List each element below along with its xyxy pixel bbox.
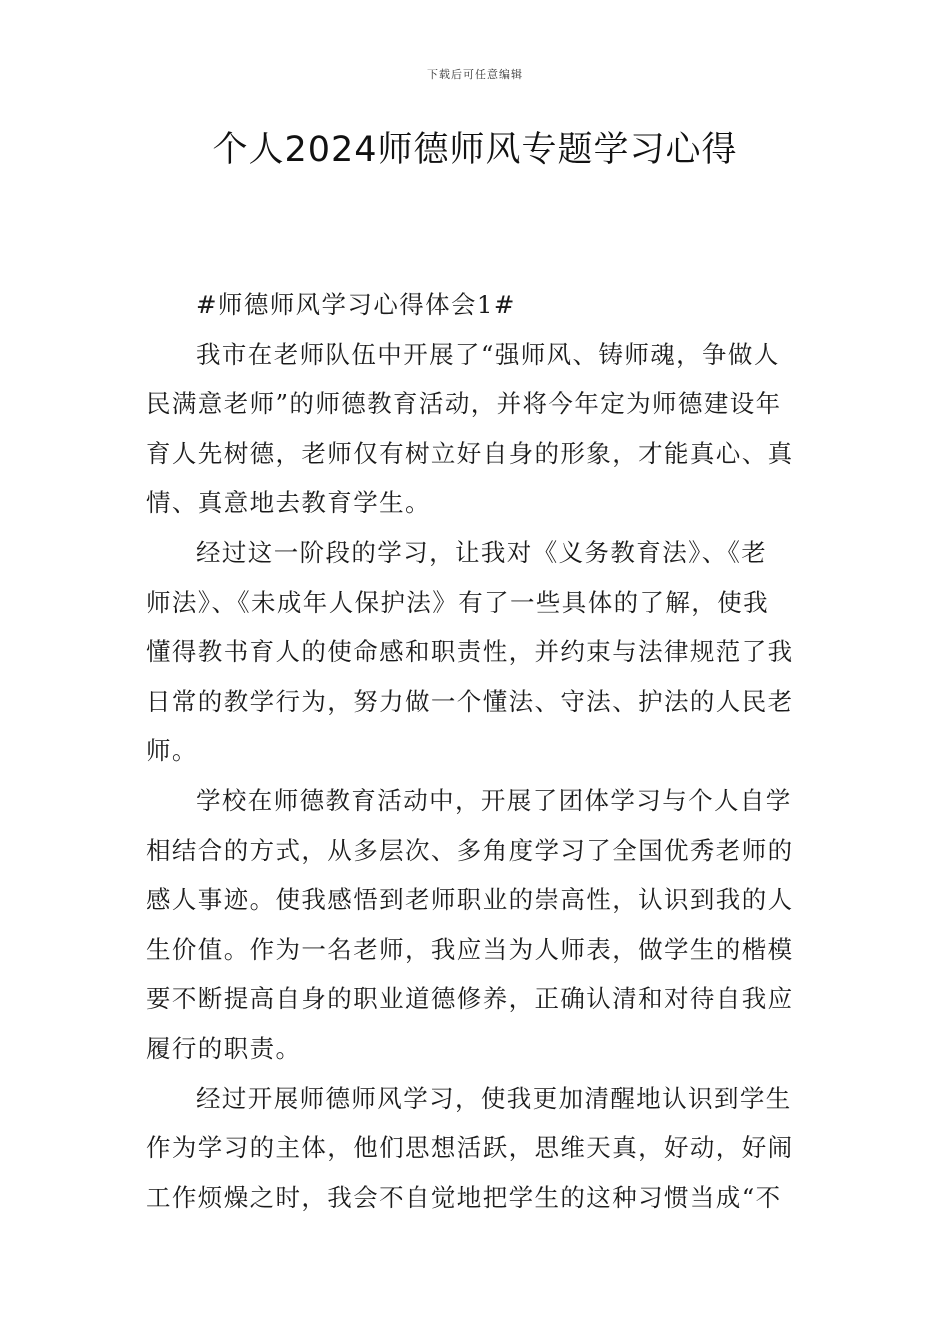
paragraph-line: 感人事迹。使我感悟到老师职业的崇高性，认识到我的人 [146,885,794,915]
paragraph-line: 日常的教学行为，努力做一个懂法、守法、护法的人民老 [146,686,794,716]
section-heading: #师德师风学习心得体会1# [196,290,516,319]
paragraph-line: 师。 [146,736,198,766]
paragraph-line: 情、真意地去教育学生。 [146,488,431,518]
paragraph-line: 生价值。作为一名老师，我应当为人师表，做学生的楷模 [146,934,794,964]
paragraph-line: 经过这一阶段的学习，让我对《义务教育法》、《老 [196,537,768,567]
page-title: 个人2024师德师风专题学习心得 [212,130,738,170]
paragraph-line: 我市在老师队伍中开展了“强师风、铸师魂，争做人 [196,339,780,369]
paragraph-line: 学校在师德教育活动中，开展了团体学习与个人自学 [196,785,792,815]
paragraph-line: 相结合的方式，从多层次、多角度学习了全国优秀老师的 [146,835,794,865]
paragraph-line: 作为学习的主体，他们思想活跃，思维天真，好动，好闹 [146,1133,794,1163]
paragraph-line: 工作烦燥之时，我会不自觉地把学生的这种习惯当成“不 [146,1182,782,1212]
paragraph-line: 要不断提高自身的职业道德修养，正确认清和对待自我应 [146,984,794,1014]
paragraph-line: 履行的职责。 [146,1033,302,1063]
paragraph-line: 经过开展师德师风学习，使我更加清醒地认识到学生 [196,1083,792,1113]
paragraph-line: 师法》、《未成年人保护法》有了一些具体的了解，使我 [146,587,769,617]
document-body [146,280,806,1222]
paragraph-line: 育人先树德，老师仅有树立好自身的形象，才能真心、真 [146,438,794,468]
header-note: 下载后可任意编辑 [427,68,523,81]
paragraph-line: 懂得教书育人的使命感和职责性，并约束与法律规范了我 [146,637,794,667]
paragraph-line: 民满意老师”的师德教育活动，并将今年定为师德建设年 [146,389,782,419]
